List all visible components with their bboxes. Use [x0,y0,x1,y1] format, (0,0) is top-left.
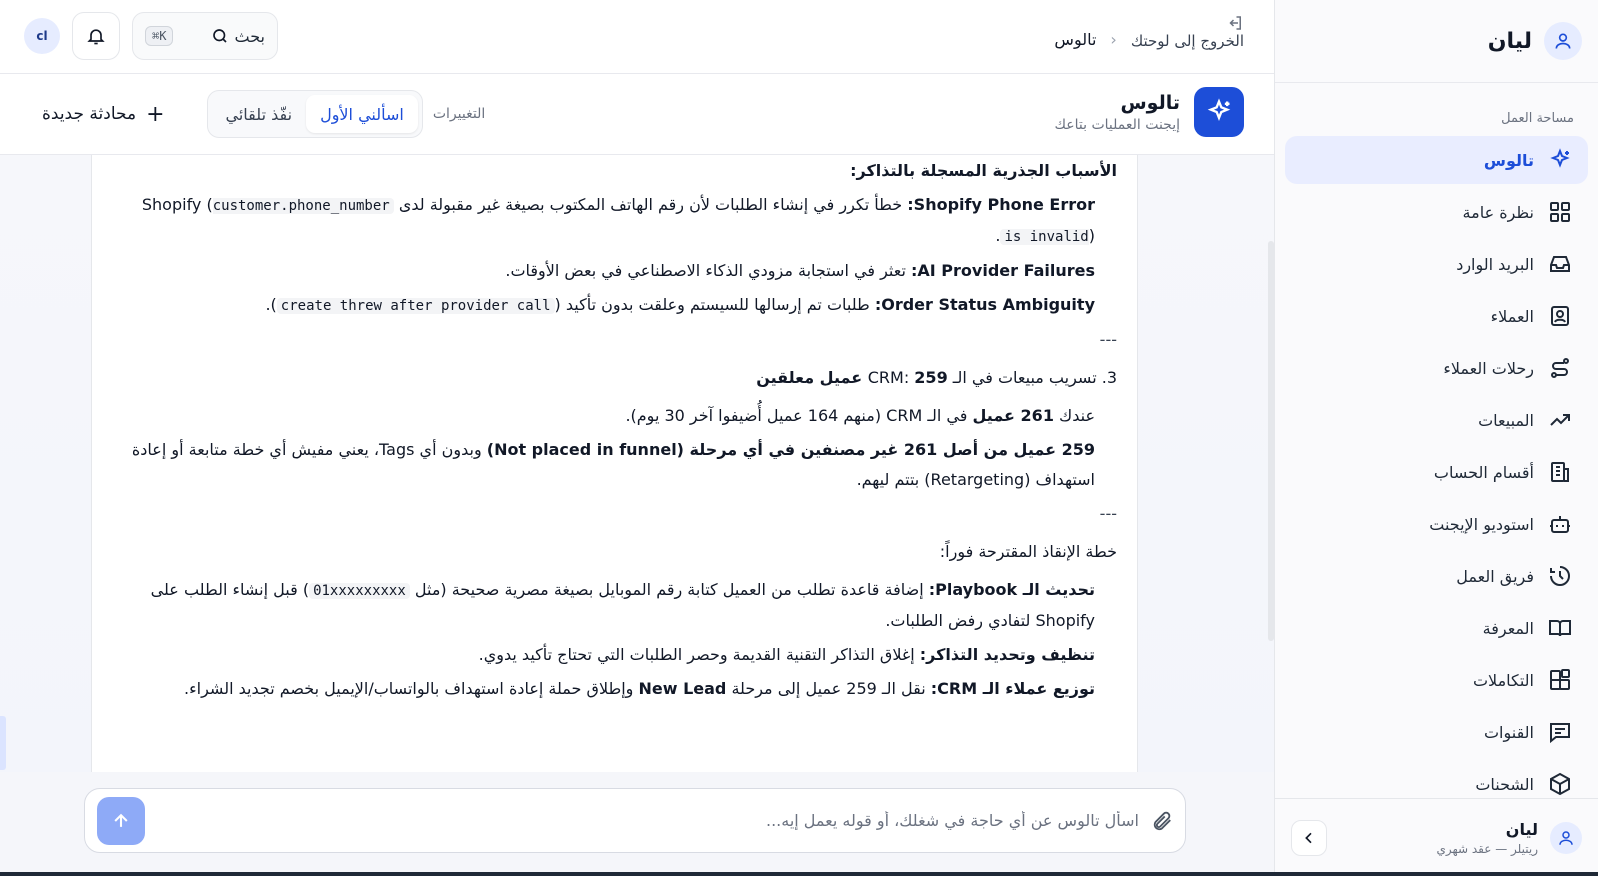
sidebar-item-knowledge[interactable] [1285,604,1588,652]
contact-card-icon [1548,304,1572,328]
sidebar-item-label: فريق العمل [1456,566,1534,586]
list-item: توزيع عملاء الـ CRM: نقل الـ 259 عميل إلى مرحلة New Lead وإطلاق حملة إعادة استهداف بالواتساب/الإيميل بخصم تجديد الشراء. [184,679,1095,698]
new-chat-button[interactable] [42,102,165,127]
inbox-icon [1548,252,1572,276]
list-item: AI Provider Failures: تعثر في استجابة مزودي الذكاء الاصطناعي في بعض الأوقات. [505,261,1095,280]
sidebar-section-label: مساحة العمل [1501,111,1574,126]
sidebar-item-talos[interactable] [1285,136,1588,184]
breadcrumb-current: تالوس [1054,29,1097,49]
user-plan: ريتيلر — عقد شهري [1436,841,1538,856]
user-name: ليان [1505,819,1538,839]
history-icon [1548,564,1572,588]
sparkles-icon [1205,98,1233,126]
user-menu-avatar[interactable]: cl [24,18,60,54]
message-input[interactable] [157,811,1139,830]
message-body [122,156,1117,708]
assistant-message [91,155,1138,772]
workspace-name: ليان [1487,28,1532,54]
chevron-left-icon [1301,830,1317,846]
topbar-actions [24,12,278,60]
trending-up-icon [1548,408,1572,432]
user-avatar[interactable] [1550,822,1582,854]
list-item: عندك 261 عميل في الـ CRM (منهم 164 عميل أُضيفوا آخر 30 يوم). [625,406,1095,425]
sidebar-item-label: التكاملات [1472,670,1534,690]
sidebar-nav [1275,136,1598,808]
sidebar-footer [1275,798,1598,876]
arrow-up-icon [111,811,131,831]
section-heading: 3. تسريب مبيعات في الـ CRM: 259 عميل معلقين [756,368,1117,387]
search-shortcut: ⌘K [145,26,173,46]
agent-logo [1194,87,1244,137]
agent-header [0,74,1274,155]
message-square-icon [1548,720,1572,744]
changes-link[interactable]: التغييرات [432,106,486,122]
message-composer [84,788,1186,853]
sidebar-item-label: المبيعات [1478,410,1534,430]
send-button[interactable] [97,797,145,845]
user-icon [1557,829,1575,847]
exit-to-dashboard-link[interactable] [1131,14,1244,50]
sidebar-item-inbox[interactable] [1285,240,1588,288]
list-item: Order Status Ambiguity: طلبات تم إرسالها للسيستم وعلقت بدون تأكيد (create threw after provider call). [265,295,1095,314]
package-icon [1548,772,1572,796]
workspace-avatar[interactable] [1544,22,1582,60]
search-label-wrap [211,27,266,46]
sidebar-item-label: القنوات [1483,722,1534,742]
list-item: تحديث الـ Playbook: إضافة قاعدة تطلب من العميل كتابة رقم الموبايل بصيغة مصرية صحيحة (مثل 01xxxxxxxxx) قبل إنشاء الطلب على Shopify لتفادي رفض الطلبات. [150,580,1095,630]
plus-icon: + [146,101,165,127]
rescue-heading: خطة الإنقاذ المقترحة فوراً: [939,542,1117,561]
chevron-left-icon: ‹ [1110,29,1117,49]
search-button[interactable] [132,12,278,60]
agent-name: تالوس [1120,91,1180,114]
sidebar-item-channels[interactable] [1285,708,1588,756]
agent-controls [38,90,485,138]
window-bottom-edge [0,872,1598,876]
list-item: تنظيف وتحديد التذاكر: إغلاق التذاكر التقنية القديمة وحصر الطلبات التي تحتاج تأكيد يدوي. [478,645,1095,664]
sidebar-header [1275,0,1598,83]
sidebar-item-departments[interactable] [1285,448,1588,496]
divider: --- [1099,330,1117,349]
sidebar-item-label: رحلات العملاء [1443,358,1534,378]
root-causes-heading: الأسباب الجذرية المسجلة بالتذاكر: [850,161,1117,180]
list-item: 259 عميل من أصل 261 غير مصنفين في أي مرحلة (Not placed in funnel) وبدون أي Tags، يعني مفيش أي خطة متابعة أو إعادة استهداف (Retargeting) بتتم ليهم. [131,440,1095,489]
blocks-icon [1548,668,1572,692]
sidebar-item-agent-studio[interactable] [1285,500,1588,548]
mode-auto-button[interactable]: نفّذ تلقائي [225,104,293,124]
notifications-button[interactable] [72,12,120,60]
top-bar [0,0,1274,74]
sidebar-item-customers[interactable] [1285,292,1588,340]
sidebar-item-label: البريد الوارد [1456,254,1534,274]
sidebar-item-label: العملاء [1490,306,1534,326]
route-icon [1548,356,1572,380]
sidebar-item-label: استوديو الإيجنت [1429,514,1534,534]
divider: --- [1099,504,1117,523]
sidebar-item-label: نظرة عامة [1462,202,1534,222]
search-icon [211,27,229,45]
bell-icon [86,26,106,46]
agent-identity [1054,87,1244,137]
sidebar [1274,0,1598,876]
sidebar-item-overview[interactable] [1285,188,1588,236]
bot-icon [1548,512,1572,536]
sidebar-item-journeys[interactable] [1285,344,1588,392]
sidebar-item-label: تالوس [1483,150,1534,170]
collapse-sidebar-button[interactable] [1291,820,1327,856]
chat-thread[interactable] [0,155,1274,772]
sidebar-item-label: أقسام الحساب [1433,462,1534,482]
sidebar-item-label: المعرفة [1482,618,1534,638]
sparkles-icon [1548,148,1572,172]
agent-subtitle: إيجنت العمليات بتاعك [1054,116,1180,133]
sidebar-item-team[interactable] [1285,552,1588,600]
grid-icon [1548,200,1572,224]
book-icon [1548,616,1572,640]
user-info [1339,820,1538,856]
mode-toggle [207,90,423,138]
user-icon [1553,31,1573,51]
list-item: Shopify Phone Error: خطأ تكرر في إنشاء الطلبات لأن رقم الهاتف المكتوب بصيغة غير مقبولة لدى Shopify (customer.phone_number is invalid). [141,195,1095,245]
paperclip-icon[interactable] [1151,810,1173,832]
search-label: بحث [234,26,265,46]
exit-label: الخروج إلى لوحتك [1130,32,1244,50]
mode-ask-button[interactable]: اسألني الأول [306,95,418,133]
log-out-icon [1226,14,1244,32]
scroll-indicator [0,716,6,770]
sidebar-item-integrations[interactable] [1285,656,1588,704]
sidebar-item-sales[interactable] [1285,396,1588,444]
building-icon [1548,460,1572,484]
breadcrumb [1054,14,1244,50]
new-chat-label: محادثة جديدة [42,104,137,124]
scrollbar[interactable] [1268,241,1274,641]
sidebar-item-label: الشحنات [1475,774,1534,794]
